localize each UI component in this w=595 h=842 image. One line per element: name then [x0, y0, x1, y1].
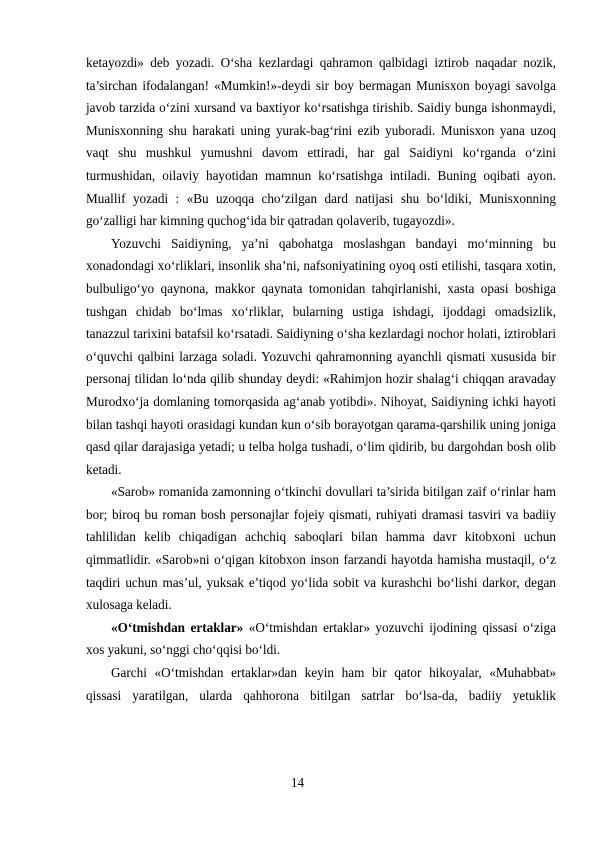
- paragraph-2: [86, 233, 556, 482]
- paragraph-4-text: «O‘tmishdan ertaklar» yozuvchi ijodining qissasi o‘ziga xos yakuni, so‘nggi cho‘qqisi bo‘ldi.: [86, 619, 556, 658]
- paragraph-4-bold-title: «O‘tmishdan ertaklar»: [111, 619, 244, 635]
- paragraph-3-text: «Sarob» romanida zamonning o‘tkinchi dovullari ta’sirida bitilgan zaif o‘rinlar ham bor; biroq bu roman bosh personajlar fojeiy qismati, ruhiyati dramasi tasviri va badiiy tahlilidan kelib chiqadigan achchiq saboqlari bilan hamma davr kitobxoni uchun qimmatlidir. «Sarob»ni o‘qigan kitobxon inson farzandi hayotda hamisha mustaqil, o‘z taqdiri uchun mas’ul, yuksak e’tiqod yo‘lida sobit va kurashchi bo‘lishi darkor, degan xulosaga keladi.: [86, 484, 556, 613]
- paragraph-4: [86, 617, 556, 662]
- paragraph-2-text: Yozuvchi Saidiyning, ya’ni qabohatga moslashgan bandayi mo‘minning bu xonadondagi xo‘rliklari, insonlik sha’ni, nafsoniyatining oyoq osti etilishi, tasqara xotin, bulbuligo‘yo qaynona, makkor qaynata tomonidan tahqirlanishi, xasta opasi boshiga tushgan chidab bo‘lmas xo‘rliklar, bularning ustiga ishdagi, ijoddagi omadsizlik, tanazzul tarixini batafsil ko‘rsatadi. Saidiyning o‘sha kezlardagi nochor holati, iztiroblari o‘quvchi qalbini larzaga soladi. Yozuvchi qahramonning ayanchli qismati xususida bir personaj tilidan lo‘nda qilib shunday deydi: «Rahimjon hozir shalag‘i chiqqan aravaday Murodxo‘ja domlaning tomorqasida ag‘anab yotibdi». Nihoyat, Saidiyning ichki hayoti bilan tashqi hayoti orasidagi kundan kun o‘sib borayotgan qarama-qarshilik uning joniga qasd qilar darajasiga yetadi; u telba holga tushadi, o‘lim qidirib, bu dargohdan bosh olib ketadi.: [86, 235, 556, 477]
- paragraph-5: [86, 662, 556, 707]
- document-body: [86, 52, 556, 707]
- paragraph-3: [86, 481, 556, 617]
- paragraph-1: [86, 52, 556, 233]
- page-number: 14: [290, 775, 305, 790]
- paragraph-1-text: ketayozdi» deb yozadi. O‘sha kezlardagi qahramon qalbidagi iztirob naqadar nozik, ta’sirchan ifodalangan! «Mumkin!»-deydi sir boy bermagan Munisxon boyagi savolga javob tarzida o‘zini xursand va baxtiyor ko‘rsatishga tirishib. Saidiy bunga ishonmaydi, Munisxonning shu harakati uning yurak-bag‘rini ezib yuboradi. Munisxon yana uzoq vaqt shu mushkul yumushni davom ettiradi, har gal Saidiyni ko‘rganda o‘zini turmushidan, oilaviy hayotidan mamnun ko‘rsatishga intiladi. Buning oqibati ayon. Muallif yozadi : «Bu uzoqqa cho‘zilgan dard natijasi shu bo‘ldiki, Munisxonning go‘zalligi har kimning quchog‘ida bir qatradan qolaverib, tugayozdi».: [86, 55, 556, 229]
- paragraph-5-text: Garchi «O‘tmishdan ertaklar»dan keyin ham bir qator hikoyalar, «Muhabbat» qissasi yaratilgan, ularda qahhorona bitilgan satrlar bo‘lsa-da, badiiy yetuklik: [86, 665, 556, 703]
